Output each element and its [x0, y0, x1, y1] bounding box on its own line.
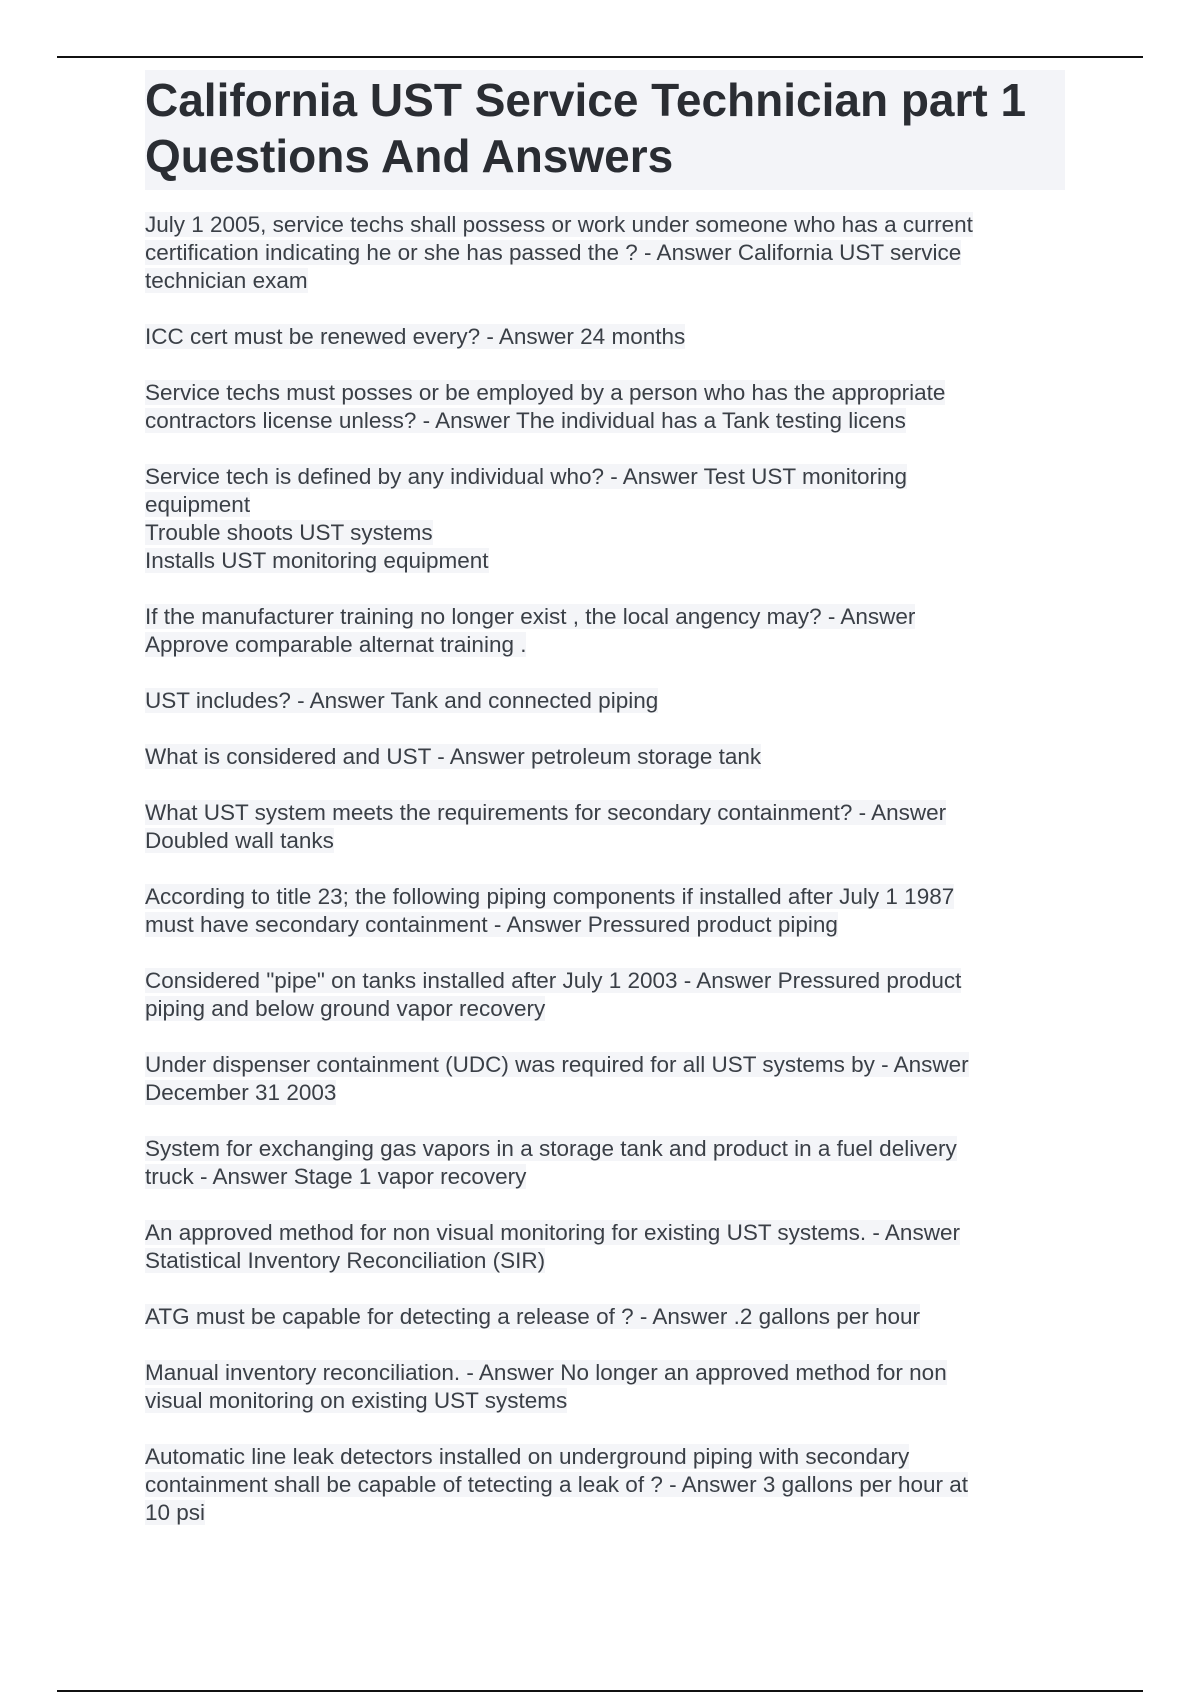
qa-line-text: July 1 2005, service techs shall possess or work under someone who has a current: [145, 212, 973, 237]
qa-line-text: visual monitoring on existing UST systems: [145, 1388, 568, 1413]
qa-line: [145, 911, 1065, 939]
qa-line: [145, 1079, 1065, 1107]
qa-line: [145, 827, 1065, 855]
qa-line-text: containment shall be capable of tetecting a leak of ? - Answer 3 gallons per hour at: [145, 1472, 969, 1497]
qa-line-text: Statistical Inventory Reconciliation (SIR): [145, 1248, 546, 1273]
qa-item: [145, 1359, 1065, 1415]
qa-line: [145, 547, 1065, 575]
qa-line-text: ICC cert must be renewed every? - Answer 24 months: [145, 324, 686, 349]
qa-line: [145, 1219, 1065, 1247]
bottom-rule: [57, 1690, 1143, 1692]
qa-line-text: equipment: [145, 492, 251, 517]
qa-line: [145, 407, 1065, 435]
qa-line: [145, 1247, 1065, 1275]
qa-line-text: piping and below ground vapor recovery: [145, 996, 546, 1021]
qa-line-text: must have secondary containment - Answer Pressured product piping: [145, 912, 838, 937]
qa-item: [145, 883, 1065, 939]
document-page: [145, 70, 1065, 1555]
qa-line-text: Service tech is defined by any individual who? - Answer Test UST monitoring: [145, 464, 908, 489]
qa-line: [145, 211, 1065, 239]
qa-line: [145, 995, 1065, 1023]
qa-line: [145, 631, 1065, 659]
qa-line-text: Approve comparable alternat training .: [145, 632, 527, 657]
qa-line: [145, 967, 1065, 995]
qa-item: [145, 1135, 1065, 1191]
qa-line: [145, 379, 1065, 407]
qa-item: [145, 379, 1065, 435]
qa-line-text: truck - Answer Stage 1 vapor recovery: [145, 1164, 527, 1189]
qa-line-text: What UST system meets the requirements for secondary containment? - Answer: [145, 800, 947, 825]
qa-line-text: certification indicating he or she has passed the ? - Answer California UST service: [145, 240, 962, 265]
qa-line-text: An approved method for non visual monitoring for existing UST systems. - Answer: [145, 1220, 960, 1245]
qa-line: [145, 1163, 1065, 1191]
qa-line: [145, 1135, 1065, 1163]
qa-line-text: Doubled wall tanks: [145, 828, 334, 853]
qa-item: [145, 1051, 1065, 1107]
qa-item: [145, 463, 1065, 575]
qa-item: [145, 1443, 1065, 1527]
qa-line-text: contractors license unless? - Answer The individual has a Tank testing licens: [145, 408, 906, 433]
qa-line-text: Considered "pipe" on tanks installed after July 1 2003 - Answer Pressured product: [145, 968, 962, 993]
qa-line-text: Automatic line leak detectors installed on underground piping with secondary: [145, 1444, 910, 1469]
qa-line: [145, 1051, 1065, 1079]
qa-line: [145, 603, 1065, 631]
qa-list: [145, 211, 1065, 1527]
qa-line: [145, 1443, 1065, 1471]
qa-line-text: Installs UST monitoring equipment: [145, 548, 489, 573]
qa-line-text: System for exchanging gas vapors in a storage tank and product in a fuel delivery: [145, 1136, 957, 1161]
qa-line-text: Service techs must posses or be employed by a person who has the appropriate: [145, 380, 946, 405]
qa-item: [145, 323, 1065, 351]
qa-line: [145, 491, 1065, 519]
qa-line: [145, 1499, 1065, 1527]
qa-line: [145, 239, 1065, 267]
qa-line-text: According to title 23; the following piping components if installed after July 1 1987: [145, 884, 955, 909]
qa-line-text: ATG must be capable for detecting a release of ? - Answer .2 gallons per hour: [145, 1304, 921, 1329]
qa-line: [145, 687, 1065, 715]
document-title: California UST Service Technician part 1 Questions And Answers: [145, 70, 1065, 190]
qa-line-text: UST includes? - Answer Tank and connected piping: [145, 688, 659, 713]
qa-line: [145, 323, 1065, 351]
qa-line: [145, 1359, 1065, 1387]
qa-line-text: Trouble shoots UST systems: [145, 520, 433, 545]
qa-line: [145, 267, 1065, 295]
qa-line-text: If the manufacturer training no longer exist , the local angency may? - Answer: [145, 604, 916, 629]
qa-line-text: 10 psi: [145, 1500, 206, 1525]
qa-line: [145, 1471, 1065, 1499]
qa-item: [145, 1219, 1065, 1275]
qa-item: [145, 687, 1065, 715]
qa-line: [145, 1303, 1065, 1331]
qa-item: [145, 967, 1065, 1023]
qa-line: [145, 519, 1065, 547]
qa-item: [145, 211, 1065, 295]
qa-line: [145, 799, 1065, 827]
qa-line-text: Manual inventory reconciliation. - Answer No longer an approved method for non: [145, 1360, 947, 1385]
qa-item: [145, 603, 1065, 659]
qa-line-text: What is considered and UST - Answer petroleum storage tank: [145, 744, 762, 769]
qa-item: [145, 1303, 1065, 1331]
qa-line: [145, 1387, 1065, 1415]
qa-item: [145, 799, 1065, 855]
qa-line-text: December 31 2003: [145, 1080, 337, 1105]
qa-line: [145, 743, 1065, 771]
qa-line: [145, 883, 1065, 911]
qa-item: [145, 743, 1065, 771]
qa-line-text: technician exam: [145, 268, 308, 293]
top-rule: [57, 56, 1143, 58]
qa-line-text: Under dispenser containment (UDC) was required for all UST systems by - Answer: [145, 1052, 969, 1077]
qa-line: [145, 463, 1065, 491]
